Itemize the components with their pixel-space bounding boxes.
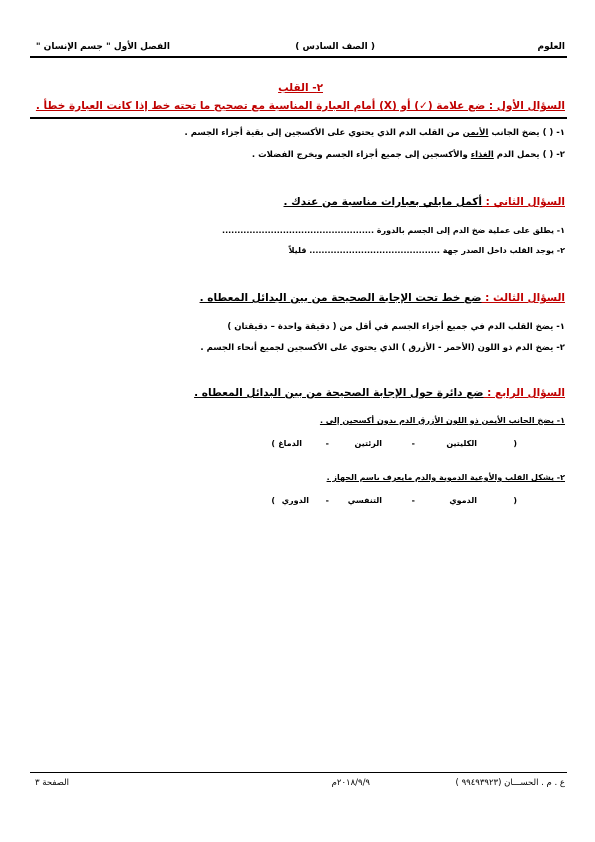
q4-item-2-sep-1: - xyxy=(411,496,415,505)
q3-item-2[interactable]: ٢- يضخ الدم ذو اللون (الأحمر - الأزرق ) الذي يحتوي على الأكسجين لجميع أنحاء الجسم . xyxy=(200,343,565,353)
q1-item-2-pre: يحمل الدم xyxy=(493,150,540,160)
q2-title-text: أكمل مايلي بعبارات مناسبة من عندك . xyxy=(283,196,482,208)
footer-rule xyxy=(30,772,567,773)
q1-item-2-post: والأكسجين إلى جميع أجزاء الجسم ويخرج الفضلات . xyxy=(251,150,471,160)
q4-title-text: ضع دائرة حول الإجابة الصحيحة من بين البدائل المعطاه . xyxy=(194,387,484,399)
footer-author: ع . م . الحســـان (٩٩٤٩٣٩٢٣ ) xyxy=(455,778,565,788)
q1-item-2 xyxy=(252,150,565,160)
q1-item-2-underlined: الغذاء xyxy=(470,150,494,160)
q2-item-1[interactable]: ١- يطلق على عملية ضخ الدم إلى الجسم بالدورة .................................................. xyxy=(222,226,565,235)
q4-item-2-option-1[interactable]: الدموي xyxy=(449,496,477,505)
q4-item-2-option-2[interactable]: التنفسي xyxy=(347,496,382,505)
q4-item-2-sep-2: - xyxy=(325,496,329,505)
q4-item-2-option-3[interactable]: الدوري xyxy=(281,496,309,505)
subject-label: العلوم xyxy=(537,42,565,52)
q1-title xyxy=(36,100,565,112)
q1-item-1 xyxy=(185,128,565,138)
q4-item-1-option-1[interactable]: الكليتين xyxy=(446,439,477,448)
q4-item-1-open-paren: ( xyxy=(513,439,517,448)
q4-item-1-sep-2: - xyxy=(325,439,329,448)
header-rule xyxy=(30,56,567,58)
q4-item-2-question: ٢- يشكل القلب والأوعية الدموية والدم مايعرف باسم الجهاز . xyxy=(326,473,565,482)
footer-date: ٢٠١٨/٩/٩م xyxy=(331,778,370,788)
q4-item-1-sep-1: - xyxy=(411,439,415,448)
q3-title-text: ضع خط تحت الإجابة الصحيحة من بين البدائل المعطاه . xyxy=(199,292,482,304)
q1-title-text: أمام العبارة المناسبة مع تصحيح ما تحته خط إذا كانت العبارة خطأ . xyxy=(35,100,380,112)
q4-title-prefix: السؤال الرابع : xyxy=(483,387,565,399)
q1-item-1-num[interactable]: ١- ( ) xyxy=(542,128,565,138)
section-title: ٢- القلب xyxy=(278,82,323,94)
q4-item-2-open-paren: ( xyxy=(513,496,517,505)
q4-title xyxy=(194,387,565,399)
q2-item-2[interactable]: ٢- يوجد القلب داخل الصدر جهة ........................................... قليلاً xyxy=(288,246,565,255)
q1-rule xyxy=(30,117,567,119)
q4-item-1-option-3[interactable]: الدماغ xyxy=(278,439,302,448)
q4-item-1-option-2[interactable]: الرئتين xyxy=(354,439,382,448)
q1-title-prefix: السؤال الأول : ضع علامة (✓) أو (X) xyxy=(379,100,565,112)
q1-item-1-post: من القلب الدم الذي يحتوي على الأكسجين إلى بقية أجزاء الجسم . xyxy=(184,128,463,138)
q1-item-1-pre: يضخ الجانب xyxy=(488,128,540,138)
grade-label: ( الصف السادس ) xyxy=(295,42,375,52)
q2-title-prefix: السؤال الثاني : xyxy=(481,196,565,208)
q4-item-1-question: ١- يضخ الجانب الأيمن ذو اللون الأزرق الدم بدون أكسجين إلى . xyxy=(319,416,565,425)
q4-item-2-close-paren: ) xyxy=(271,496,275,505)
q1-item-2-num[interactable]: ٢- ( ) xyxy=(542,150,565,160)
q3-title-prefix: السؤال الثالث : xyxy=(481,292,565,304)
q4-item-1-close-paren: ) xyxy=(271,439,275,448)
q2-title xyxy=(284,196,565,208)
chapter-label: الفصل الأول " جسم الإنسان " xyxy=(35,42,170,52)
q1-item-1-underlined: الأيمن xyxy=(462,128,489,138)
q3-item-1[interactable]: ١- يضخ القلب الدم في جميع أجزاء الجسم في أقل من ( دقيقة واحدة – دقيقتان ) xyxy=(227,322,565,332)
q3-title xyxy=(200,292,565,304)
footer-page-number: الصفحة ٣ xyxy=(35,778,69,788)
